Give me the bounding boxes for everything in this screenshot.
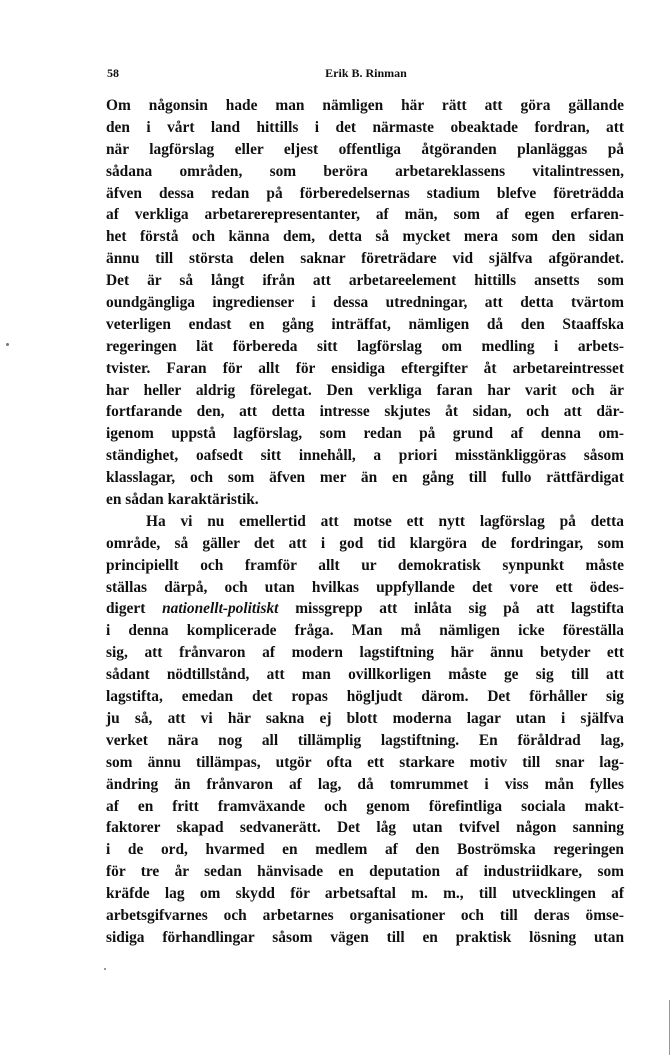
scan-speck: [104, 968, 106, 970]
text-line: ju så, att vi här sakna ej blott moderna lagar utan i själfva: [106, 709, 624, 727]
text-line: sådana områden, som beröra arbetareklassens vitalintressen,: [106, 162, 624, 180]
text-line: sig, att frånvaron af modern lagstiftning här ännu betyder ett: [106, 644, 624, 662]
paragraph-first-line: Ha vi nu emellertid att motse ett nytt lagförslag på detta: [146, 512, 624, 530]
text-line-with-italic: [106, 598, 624, 620]
text-line: principiellt och framför allt ur demokratisk synpunkt måste: [106, 556, 624, 574]
text-segment: digert: [106, 600, 163, 618]
text-line: ändring än frånvaron af lag, då tomrummet i viss mån fylles: [106, 775, 624, 793]
text-line: af en fritt framväxande och genom förefintliga sociala makt-: [106, 797, 624, 815]
text-line: Om någonsin hade man nämligen här rätt att göra gällande: [106, 97, 624, 114]
text-line: igenom uppstå lagförslag, som redan på grund af denna om-: [106, 425, 624, 443]
scan-edge-mark: [669, 1000, 670, 1055]
text-line: område, så gäller det att i god tid klargöra de fordringar, som: [106, 534, 624, 552]
text-segment: missgrepp att inlåta sig på att lagstifta: [278, 600, 624, 618]
scan-speck: [6, 343, 9, 346]
text-line: äfven dessa redan på förberedelsernas stadium blefve företrädda: [106, 184, 624, 202]
text-line: ännu till största delen saknar företrädare vid själfva afgörandet.: [106, 250, 624, 268]
text-line: arbetsgifvarnes och arbetarnes organisationer och till deras ömse-: [106, 906, 624, 924]
text-line: för tre år sedan hänvisade en deputation af industriidkare, som: [106, 863, 624, 881]
text-line: verket nära nog all tillämplig lagstiftning. En föråldrad lag,: [106, 731, 624, 749]
text-line: som ännu tillämpas, utgör ofta ett starkare motiv till snar lag-: [106, 753, 624, 771]
text-line: het förstå och känna dem, detta så mycket mera som den sidan: [106, 228, 624, 246]
text-line: klasslagar, och som äfven mer än en gång till fullo rättfärdigat: [106, 469, 624, 487]
text-line: ställas därpå, och utan hvilkas uppfyllande det vore ett ödes-: [106, 578, 624, 596]
text-line: af verkliga arbetarerepresentanter, af män, som af egen erfaren-: [106, 206, 624, 224]
text-line: Det är så långt ifrån att arbetareelement hittills ansetts som: [106, 272, 624, 290]
italic-phrase: nationellt-politiskt: [162, 600, 279, 618]
text-line: faktorer skapad sedvanerätt. Det låg utan tvifvel någon sanning: [106, 819, 624, 837]
text-line: oundgängliga ingredienser i dessa utredningar, att detta tvärtom: [106, 294, 624, 312]
running-head: [107, 66, 625, 84]
page-number: 58: [107, 66, 119, 80]
text-line: sådant nödtillstånd, att man ovillkorligen måste ge sig till att: [106, 666, 624, 684]
text-line: den i vårt land hittills i det närmaste obeaktade fordran, att: [106, 118, 624, 136]
body-text: [106, 95, 624, 949]
text-line: regeringen lät förbereda sitt lagförslag om medling i arbets-: [106, 337, 624, 355]
text-line: veterligen endast en gång inträffat, nämligen då den Staaffska: [106, 315, 624, 333]
paragraph-last-line: en sådan karaktäristik.: [106, 491, 259, 509]
text-line: fortfarande den, att detta intresse skjutes åt sidan, och att där-: [106, 403, 624, 421]
text-line: i de ord, hvarmed en medlem af den Boströmska regeringen: [106, 841, 624, 859]
text-line: sidiga förhandlingar såsom vägen till en praktisk lösning utan: [106, 928, 624, 946]
text-line: tvister. Faran för allt för ensidiga eftergifter åt arbetareintresset: [106, 359, 624, 377]
text-line: lagstifta, emedan det ropas högljudt därom. Det förhåller sig: [106, 688, 624, 706]
running-title: Erik B. Rinman: [325, 66, 407, 80]
text-line: i denna komplicerade fråga. Man må nämligen icke föreställa: [106, 622, 624, 640]
text-line: kräfde lag om skydd för arbetsaftal m. m., till utvecklingen af: [106, 885, 624, 903]
text-line: har heller aldrig förelegat. Den verkliga faran har varit och är: [106, 381, 624, 399]
text-line: ständighet, oafsedt sitt innehåll, a priori misstänkliggöras såsom: [106, 447, 624, 465]
text-line: när lagförslag eller eljest offentliga åtgöranden planläggas på: [106, 140, 624, 158]
